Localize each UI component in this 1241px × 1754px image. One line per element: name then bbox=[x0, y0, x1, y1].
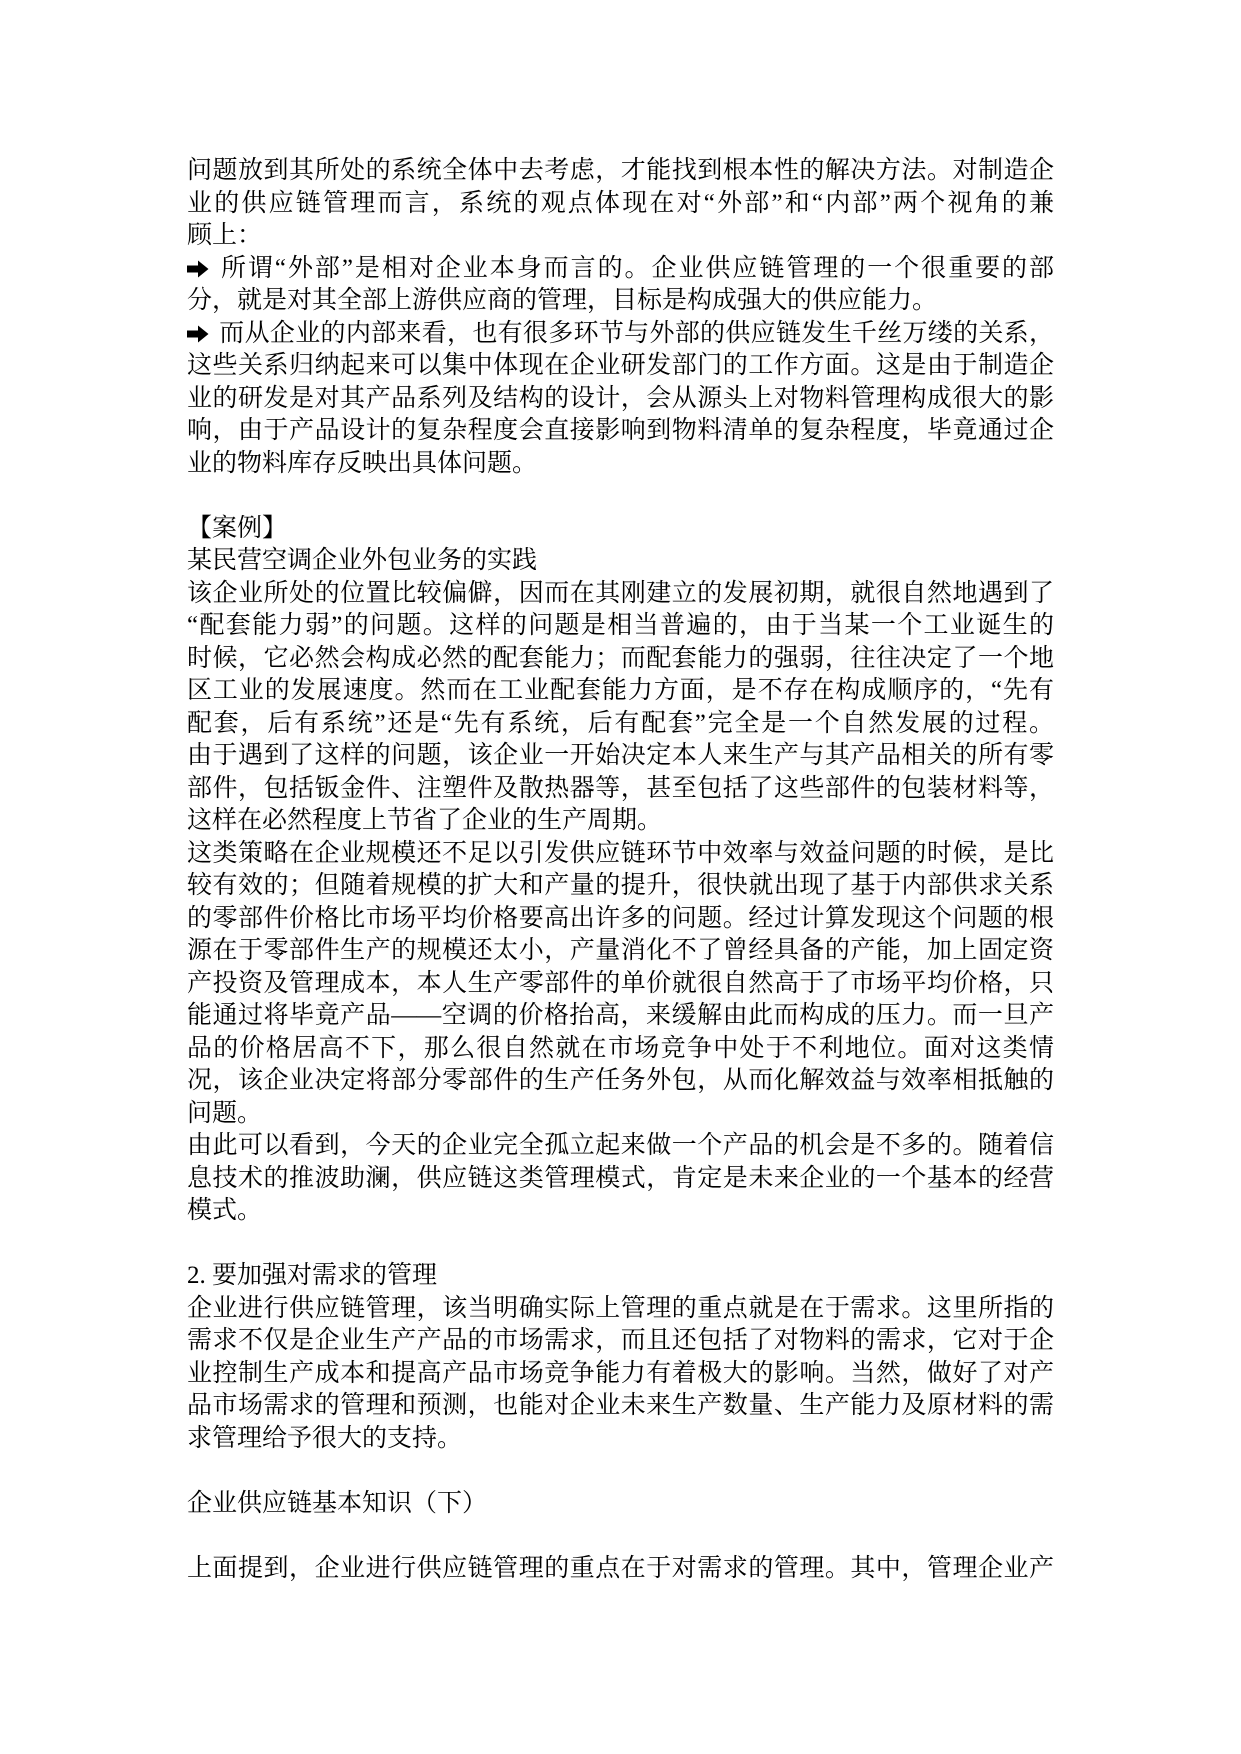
case-paragraph bbox=[187, 838, 1054, 1131]
paragraph-line: 品的价格居高不下，那么很自然就在市场竞争中处于不利地位。面对这类情 bbox=[187, 1034, 1054, 1062]
paragraph-line: 产投资及管理成本，本人生产零部件的单价就很自然高于了市场平均价格，只 bbox=[187, 969, 1054, 997]
bullet-line bbox=[187, 318, 1054, 351]
paragraph-line: 问题放到其所处的系统全体中去考虑，才能找到根本性的解决方法。对制造企 bbox=[187, 157, 1054, 184]
bullet-text: 所谓“外部”是相对企业本身而言的。企业供应链管理的一个很重要的部 bbox=[219, 254, 1054, 282]
case-label: 【案例】 bbox=[187, 514, 288, 542]
blank-line bbox=[187, 1228, 1054, 1261]
paragraph-line: 问题。 bbox=[187, 1099, 263, 1127]
case-paragraph bbox=[187, 1130, 1054, 1228]
paragraph-line: “配套能力弱”的问题。这样的问题是相当普遍的，由于当某一个工业诞生的 bbox=[187, 612, 1054, 639]
blank-line bbox=[187, 1455, 1054, 1488]
paragraph-line: 品市场需求的管理和预测，也能对企业未来生产数量、生产能力及原材料的需 bbox=[187, 1392, 1054, 1419]
closing-paragraph bbox=[187, 1553, 1054, 1586]
part-title: 企业供应链基本知识（下） bbox=[187, 1489, 488, 1517]
paragraph-line: 况，该企业决定将部分零部件的生产任务外包，从而化解效益与效率相抵触的 bbox=[187, 1067, 1054, 1094]
paragraph-line: 该企业所处的位置比较偏僻，因而在其刚建立的发展初期，就很自然地遇到了 bbox=[187, 579, 1054, 607]
document-page bbox=[187, 155, 1054, 1585]
section-heading: 2. 要加强对需求的管理 bbox=[187, 1262, 438, 1289]
bullet-item-internal bbox=[187, 318, 1054, 481]
blank-line bbox=[187, 480, 1054, 513]
paragraph-line: 需求不仅是企业生产产品的市场需求，而且还包括了对物料的需求，它对于企 bbox=[187, 1327, 1054, 1354]
paragraph-line: 上面提到，企业进行供应链管理的重点在于对需求的管理。其中，管理企业产 bbox=[187, 1554, 1054, 1582]
case-paragraph bbox=[187, 578, 1054, 838]
paragraph-line: 的零部件价格比市场平均价格要高出许多的问题。经过计算发现这个问题的根 bbox=[187, 904, 1054, 932]
paragraph-line: 企业进行供应链管理，该当明确实际上管理的重点就是在于需求。这里所指的 bbox=[187, 1294, 1054, 1322]
bullet-line bbox=[187, 253, 1054, 286]
paragraph-line: 业的物料库存反映出具体问题。 bbox=[187, 449, 538, 477]
arrow-right-icon bbox=[187, 325, 209, 343]
bullet-item-external bbox=[187, 253, 1054, 318]
intro-paragraph bbox=[187, 155, 1054, 253]
paragraph-line: 区工业的发展速度。然而在工业配套能力方面，是不存在构成顺序的，“先有 bbox=[187, 677, 1054, 704]
paragraph-line: 这类策略在企业规模还不足以引发供应链环节中效率与效益问题的时候，是比 bbox=[187, 839, 1054, 867]
paragraph-line: 较有效的；但随着规模的扩大和产量的提升，很快就出现了基于内部供求关系 bbox=[187, 872, 1054, 899]
paragraph-line: 部件，包括钣金件、注塑件及散热器等，甚至包括了这些部件的包装材料等， bbox=[187, 774, 1054, 802]
paragraph-line: 业的研发是对其产品系列及结构的设计，会从源头上对物料管理构成很大的影 bbox=[187, 384, 1054, 412]
paragraph-line: 息技术的推波助澜，供应链这类管理模式，肯定是未来企业的一个基本的经营 bbox=[187, 1164, 1054, 1192]
paragraph-line: 源在于零部件生产的规模还太小，产量消化不了曾经具备的产能，加上固定资 bbox=[187, 937, 1054, 964]
paragraph-line: 求管理给予很大的支持。 bbox=[187, 1424, 463, 1452]
paragraph-line: 时候，它必然会构成必然的配套能力；而配套能力的强弱，往往决定了一个地 bbox=[187, 644, 1054, 672]
paragraph-line: 模式。 bbox=[187, 1197, 263, 1224]
paragraph-line: 由于遇到了这样的问题，该企业一开始决定本人来生产与其产品相关的所有零 bbox=[187, 742, 1054, 769]
arrow-right-icon bbox=[187, 260, 209, 278]
paragraph-line: 能通过将毕竟产品——空调的价格抬高，来缓解由此而构成的压力。而一旦产 bbox=[187, 1002, 1054, 1029]
paragraph-line: 配套，后有系统”还是“先有系统，后有配套”完全是一个自然发展的过程。 bbox=[187, 709, 1054, 737]
blank-line bbox=[187, 1520, 1054, 1553]
paragraph-line: 由此可以看到，今天的企业完全孤立起来做一个产品的机会是不多的。随着信 bbox=[187, 1132, 1054, 1159]
case-title: 某民营空调企业外包业务的实践 bbox=[187, 547, 538, 574]
paragraph-line: 这些关系归纳起来可以集中体现在企业研发部门的工作方面。这是由于制造企 bbox=[187, 352, 1054, 379]
paragraph-line: 顾上： bbox=[187, 222, 263, 249]
bullet-text: 而从企业的内部来看，也有很多环节与外部的供应链发生千丝万缕的关系， bbox=[219, 319, 1054, 347]
paragraph-line: 响，由于产品设计的复杂程度会直接影响到物料清单的复杂程度，毕竟通过企 bbox=[187, 417, 1054, 444]
section-paragraph bbox=[187, 1293, 1054, 1456]
paragraph-line: 分，就是对其全部上游供应商的管理，目标是构成强大的供应能力。 bbox=[187, 287, 938, 314]
paragraph-line: 业控制生产成本和提高产品市场竞争能力有着极大的影响。当然，做好了对产 bbox=[187, 1359, 1054, 1387]
paragraph-line: 这样在必然程度上节省了企业的生产周期。 bbox=[187, 807, 663, 834]
paragraph-line: 业的供应链管理而言，系统的观点体现在对“外部”和“内部”两个视角的兼 bbox=[187, 189, 1054, 217]
